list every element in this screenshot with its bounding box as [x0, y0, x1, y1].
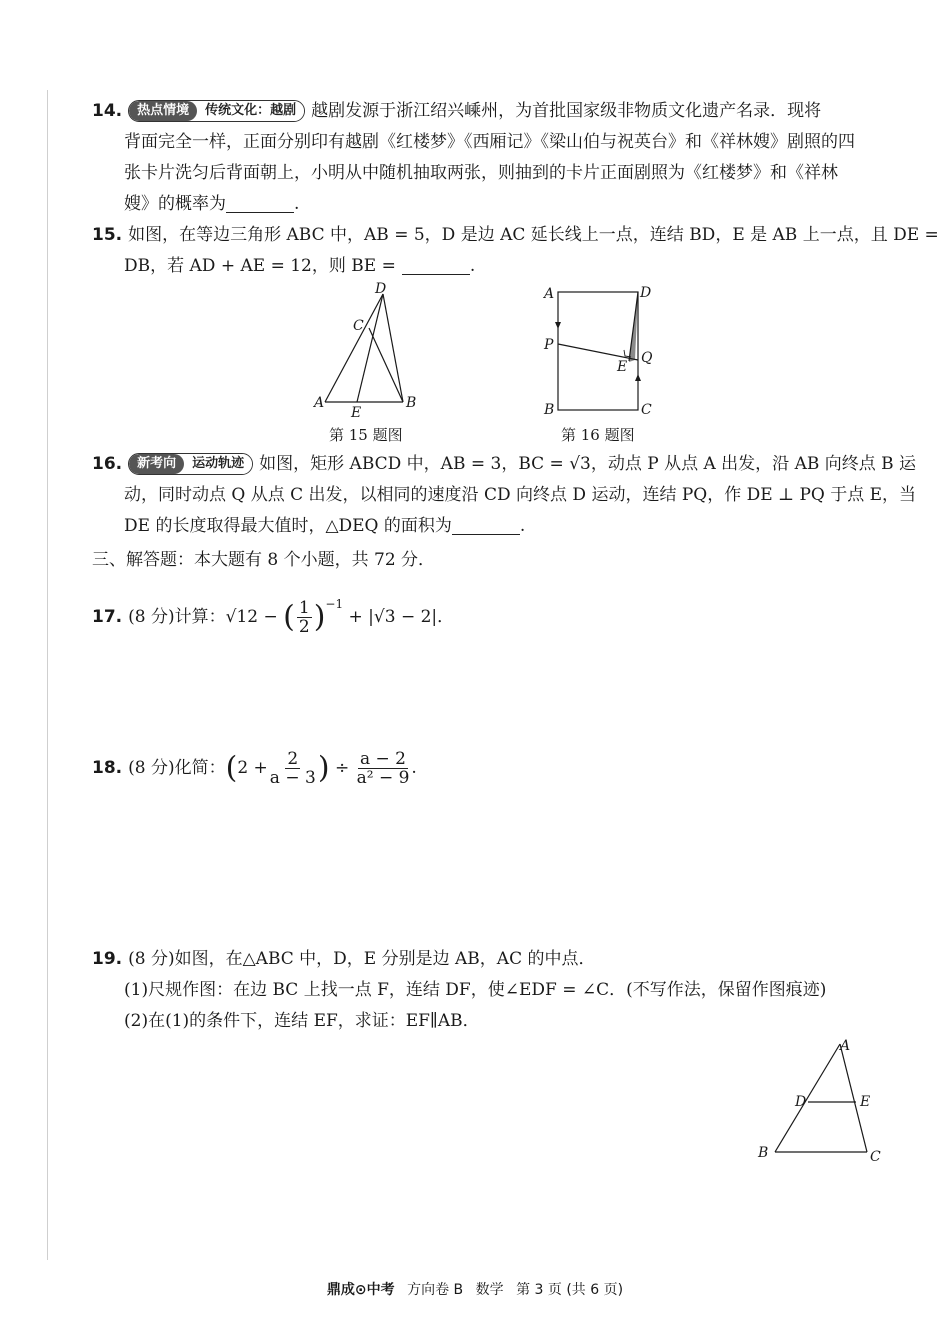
q16-line-1: 如图，矩形 ABCD 中，AB = 3，BC = √3，动点 P 从点 A 出发，沿 AB 向终点 B 运 [259, 454, 917, 474]
rectangle-abcd [558, 292, 638, 410]
question-number: 18. [92, 758, 123, 778]
q19-line-1: (8 分)如图，在△ABC 中，D，E 分别是边 AB，AC 的中点． [128, 949, 596, 969]
label-p: P [544, 337, 554, 353]
subject: 数学 [475, 1282, 504, 1298]
label-a: A [544, 286, 555, 302]
figure-16 [535, 280, 665, 420]
label-c: C [641, 402, 652, 418]
label-e: E [351, 405, 362, 420]
figure-19 [752, 1036, 892, 1168]
q14-line-2: 背面完全一样，正面分别印有越剧《红楼梦》《西厢记》《梁山伯与祝英台》和《祥林嫂》剧照的四 [124, 132, 855, 152]
label-b: B [544, 402, 555, 418]
tag-pill [128, 100, 305, 122]
page-footer [0, 1279, 950, 1299]
fraction-a2-over-a2-9: $\frac{a - 2}{\text{a² − 9}}$ [356, 749, 410, 788]
tag-hot-topic: 热点情境 [129, 101, 197, 121]
segment-pq [558, 344, 638, 360]
question-number: 16. [92, 454, 123, 474]
question-number: 15. [92, 225, 123, 245]
label-a: A [314, 395, 325, 411]
arrow-down-icon [555, 322, 561, 329]
tag-pill [128, 453, 253, 475]
brand-logo: 鼎成⊙中考 [326, 1282, 395, 1298]
tag-motion: 运动轨迹 [184, 454, 252, 474]
label-q: Q [641, 350, 653, 366]
section-heading: 三、解答题：本大题有 8 个小题，共 72 分． [92, 550, 436, 570]
answer-blank[interactable] [226, 194, 294, 213]
question-19 [92, 944, 882, 1037]
label-d: D [795, 1094, 807, 1110]
q14-line-3: 张卡片洗匀后背面朝上，小明从中随机抽取两张，则抽到的卡片正面剧照为《红楼梦》和《祥林 [124, 163, 838, 183]
question-15: 15. 如图，在等边三角形 ABC 中，AB = 5，D 是边 AC 延长线上一点，连结 BD，E 是 AB 上一点，且 DE = DB，若 AD + AE = 12，则 BE = . [92, 225, 939, 276]
q14-line-1: 越剧发源于浙江绍兴嵊州，为首批国家级非物质文化遗产名录．现将 [311, 101, 822, 121]
question-number: 19. [92, 949, 123, 969]
fraction-one-half: $\frac{1}{2}$ [298, 598, 310, 637]
q15-line-2: DB，若 AD + AE = 12，则 BE = [124, 256, 396, 276]
label-b: B [758, 1145, 769, 1161]
label-d: D [375, 281, 387, 297]
question-14: 14. 热点情境 传统文化：越剧 越剧发源于浙江绍兴嵊州，为首批国家级非物质文化遗产名录．现将 背面完全一样，正面分别印有越剧《红楼梦》《西厢记》《梁山伯与祝英台》和《祥林嫂》剧照的四 张卡片洗匀后背面朝上，小明从中随机抽取两张，则抽到的卡片正面剧照为《红楼梦》和《祥林 嫂》的概率为 . [92, 96, 882, 220]
segment-ad [325, 294, 383, 402]
figure-15 [305, 280, 435, 420]
page-number: 第 3 页 (共 6 页) [516, 1282, 624, 1298]
segment-ab [775, 1044, 840, 1152]
answer-blank[interactable] [452, 516, 520, 535]
paper-name: 方向卷 B [407, 1282, 464, 1298]
question-16: 16. 新考向 运动轨迹 如图，矩形 ABCD 中，AB = 3，BC = √3，动点 P 从点 A 出发，沿 AB 向终点 B 运 动，同时动点 Q 从点 C 出发，以相同的速度沿 CD 向终点 D 运动，连结 PQ，作 DE ⊥ PQ 于点 E，当 DE 的长度取得最大值时，△DEQ 的面积为 . [92, 454, 917, 536]
label-e: E [617, 359, 628, 375]
arrow-up-icon [635, 374, 641, 381]
label-c: C [353, 318, 364, 334]
label-c: C [870, 1149, 881, 1165]
label-e: E [860, 1094, 871, 1110]
question-18: 18. (8 分)化简：(2 + $\frac{2}{a - 3}$ ) ÷ $\frac{a - 2}{\text{a² − 9}}$ . [92, 749, 417, 788]
q15-line-1: 如图，在等边三角形 ABC 中，AB = 5，D 是边 AC 延长线上一点，连结 BD，E 是 AB 上一点，且 DE = [128, 225, 939, 245]
q19-line-2: (1)尺规作图：在边 BC 上找一点 F，连结 DF，使∠EDF = ∠C．(不写作法，保留作图痕迹) [124, 980, 827, 1000]
question-number: 14. [92, 101, 123, 121]
tag-new-direction: 新考向 [129, 454, 184, 474]
figure-16-caption: 第 16 题图 [561, 426, 635, 444]
q19-line-3: (2)在(1)的条件下，连结 EF，求证：EF∥AB． [124, 1011, 480, 1031]
q14-line-4: 嫂》的概率为 [124, 194, 226, 214]
question-17: 17. (8 分)计算：√12 − ( $\frac{1}{2}$ )$^{-1}$ + |√3 − 2|． [92, 597, 455, 637]
q16-line-3: DE 的长度取得最大值时，△DEQ 的面积为 [124, 516, 452, 536]
q16-line-2: 动，同时动点 Q 从点 C 出发，以相同的速度沿 CD 向终点 D 运动，连结 PQ，作 DE ⊥ PQ 于点 E，当 [124, 485, 917, 505]
margin-rule [47, 90, 48, 1260]
segment-bd [383, 294, 403, 402]
label-d: D [640, 285, 652, 301]
answer-blank[interactable] [402, 256, 470, 275]
label-a: A [840, 1038, 851, 1054]
question-number: 17. [92, 607, 123, 627]
fraction-2-over-a-3: $\frac{2}{a - 3}$ [269, 749, 316, 788]
figure-15-caption: 第 15 题图 [329, 426, 403, 444]
segment-de [357, 294, 383, 402]
tag-culture: 传统文化：越剧 [197, 101, 304, 121]
label-b: B [406, 395, 417, 411]
segment-bc [369, 328, 403, 402]
